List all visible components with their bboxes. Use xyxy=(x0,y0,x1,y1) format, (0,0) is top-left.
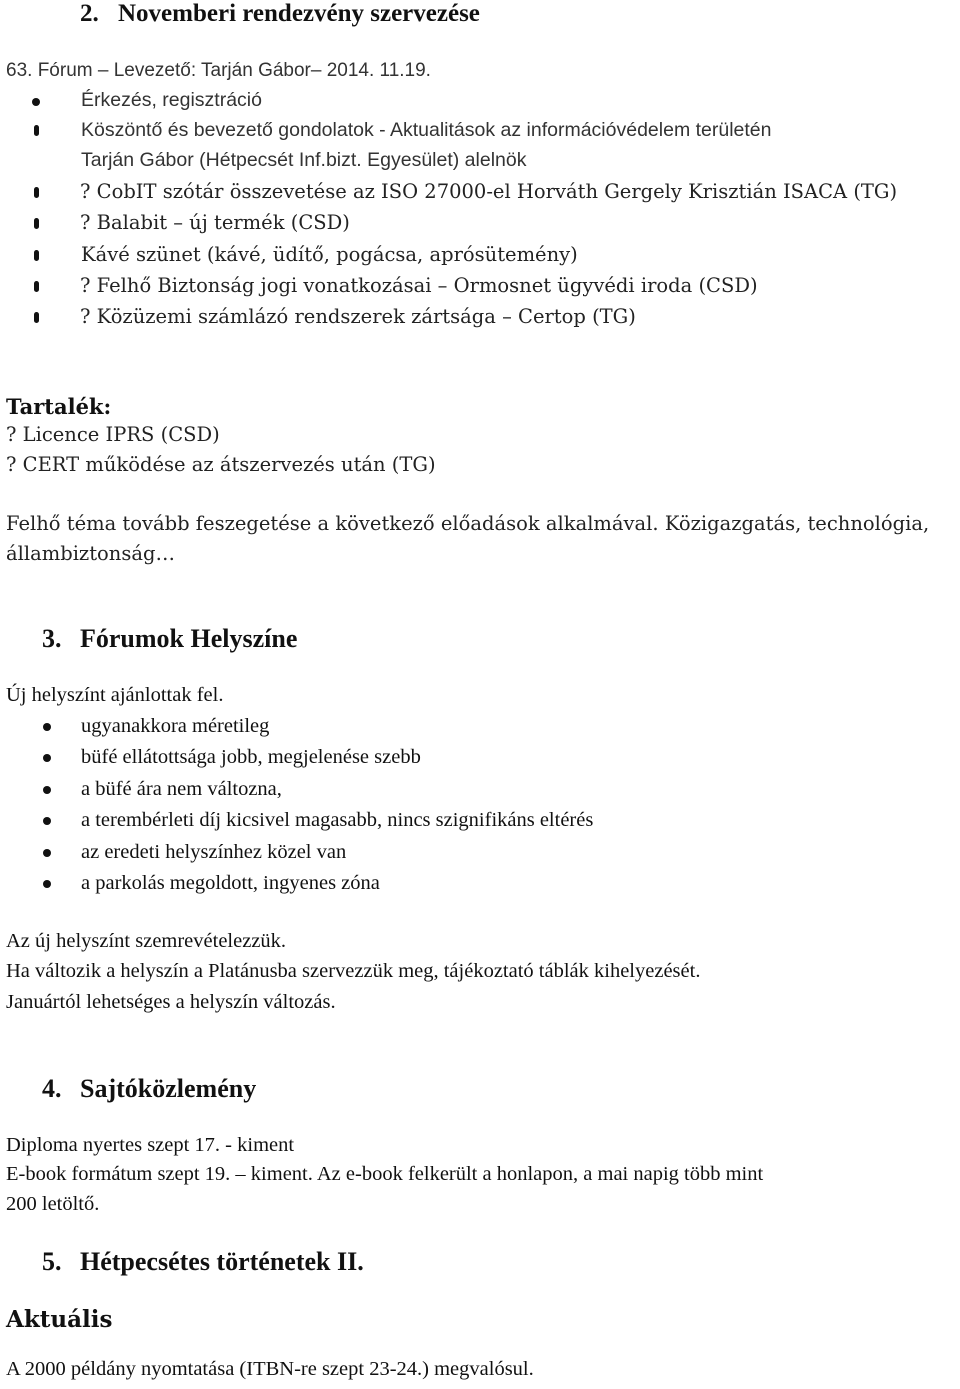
section-number: 3. xyxy=(42,624,62,653)
agenda-item: ? CobIT szótár összevetése az ISO 27000-el Horváth Gergely Krisztián ISACA (TG) xyxy=(80,180,898,203)
bullet-icon xyxy=(43,723,51,731)
reserve-item: ? Licence IPRS (CSD) xyxy=(6,423,220,446)
current-text: A 2000 példány nyomtatása (ITBN-re szept 23-24.) megvalósul. xyxy=(6,1358,534,1380)
bullet-icon xyxy=(43,754,51,762)
section-5-heading xyxy=(42,1247,364,1277)
venue-point: ugyanakkora méretileg xyxy=(81,715,270,737)
agenda-item: Köszöntő és bevezető gondolatok - Aktualitások az információvédelem területén xyxy=(81,119,772,141)
section-4-heading xyxy=(42,1074,256,1104)
bullet-icon xyxy=(34,125,39,136)
venue-point: a büfé ára nem változna, xyxy=(81,778,282,800)
bullet-icon xyxy=(34,187,39,198)
bullet-icon xyxy=(43,817,51,825)
current-label: Aktuális xyxy=(6,1306,113,1333)
press-line: 200 letöltő. xyxy=(6,1193,100,1215)
bullet-icon xyxy=(34,281,39,292)
venue-outro: Az új helyszínt szemrevételezzük. xyxy=(6,930,287,952)
section-number: 4. xyxy=(42,1074,62,1103)
bullet-icon xyxy=(34,218,39,229)
section-number: 5. xyxy=(42,1247,62,1276)
press-line: E-book formátum szept 19. – kiment. Az e-book felkerült a honlapon, a mai napig több mint xyxy=(6,1163,764,1185)
cloud-note: állambiztonság… xyxy=(6,542,175,565)
section-3-heading xyxy=(42,624,297,654)
venue-outro: Ha változik a helyszín a Platánusba szervezzük meg, tájékoztató táblák kihelyezését. xyxy=(6,960,701,982)
venue-outro: Januártól lehetséges a helyszín változás. xyxy=(6,991,336,1013)
agenda-item-continued: Tarján Gábor (Hétpecsét Inf.bizt. Egyesület) alelnök xyxy=(81,149,527,171)
forum-line: 63. Fórum – Levezető: Tarján Gábor– 2014. 11.19. xyxy=(6,60,431,81)
bullet-icon xyxy=(34,250,39,261)
section-title: Hétpecsétes történetek II. xyxy=(80,1247,364,1276)
reserve-label: Tartalék: xyxy=(6,394,112,419)
agenda-item: ? Közüzemi számlázó rendszerek zártsága – Certop (TG) xyxy=(80,305,636,328)
section-title: Fórumok Helyszíne xyxy=(80,624,298,653)
section-2-heading xyxy=(80,0,480,28)
venue-point: büfé ellátottsága jobb, megjelenése szebb xyxy=(81,746,421,768)
section-number: 2. xyxy=(80,0,99,27)
bullet-icon xyxy=(43,786,51,794)
press-line: Diploma nyertes szept 17. - kiment xyxy=(6,1134,295,1156)
bullet-icon xyxy=(43,880,51,888)
agenda-item: Érkezés, regisztráció xyxy=(81,89,262,111)
agenda-item: Kávé szünet (kávé, üdítő, pogácsa, aprósütemény) xyxy=(81,243,578,266)
section-title: Sajtóközlemény xyxy=(80,1074,257,1103)
venue-point: az eredeti helyszínhez közel van xyxy=(81,841,347,863)
reserve-item: ? CERT működése az átszervezés után (TG) xyxy=(6,453,436,476)
venue-point: a terembérleti díj kicsivel magasabb, nincs szignifikáns eltérés xyxy=(81,809,594,831)
agenda-item: ? Felhő Biztonság jogi vonatkozásai – Ormosnet ügyvédi iroda (CSD) xyxy=(80,274,758,297)
section-title: Novemberi rendezvény szervezése xyxy=(118,0,480,27)
venue-intro: Új helyszínt ajánlottak fel. xyxy=(6,684,224,706)
bullet-icon xyxy=(34,312,39,323)
bullet-icon xyxy=(32,98,40,106)
venue-point: a parkolás megoldott, ingyenes zóna xyxy=(81,872,380,894)
agenda-item: ? Balabit – új termék (CSD) xyxy=(80,211,350,234)
bullet-icon xyxy=(43,849,51,857)
cloud-note: Felhő téma tovább feszegetése a következő előadások alkalmával. Közigazgatás, technológia, xyxy=(6,512,930,535)
